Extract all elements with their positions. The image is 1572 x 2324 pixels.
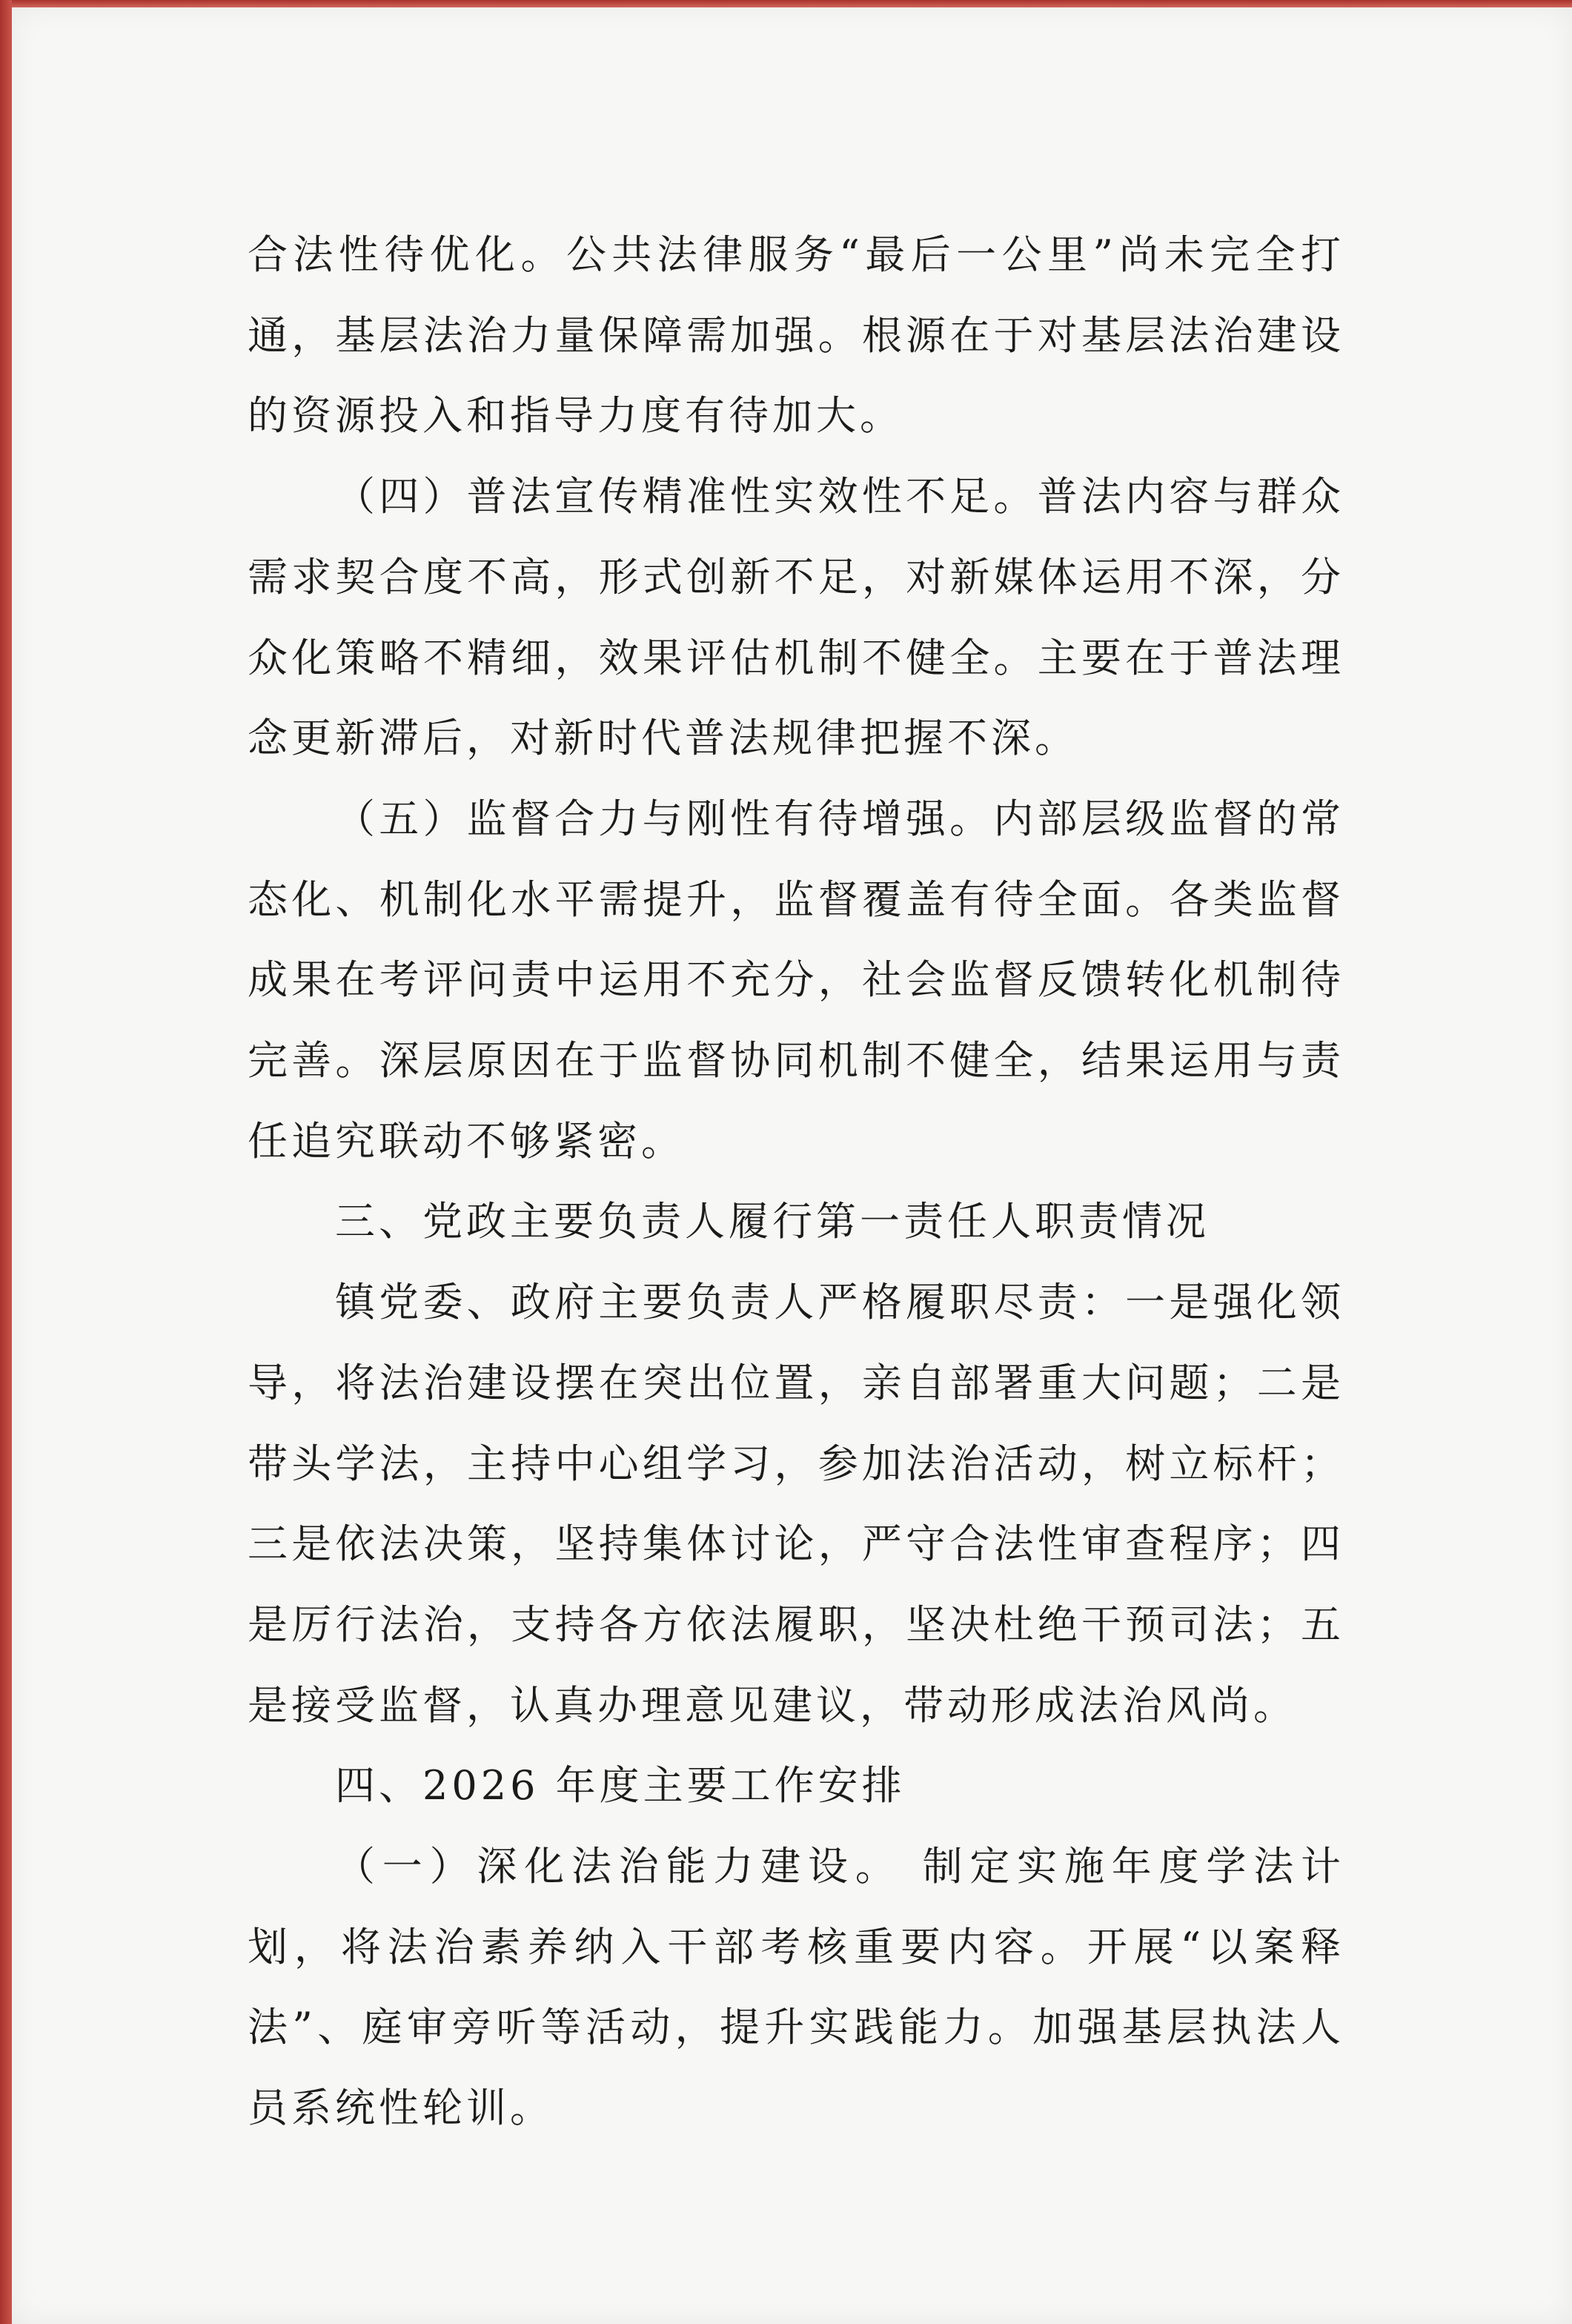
- page-edge-left: [0, 0, 12, 2324]
- paragraph-leader-duties: 镇党委、政府主要负责人严格履职尽责：一是强化领导，将法治建设摆在突出位置，亲自部署重大问题；二是带头学法，主持中心组学习，参加法治活动，树立标杆；三是依法决策，坚持集体讨论，严守合法性审查程序；四是厉行法治，支持各方依法履职，坚决杜绝干预司法；五是接受监督，认真办理意见建议，带动形成法治风尚。: [248, 1279, 1344, 1729]
- heading-section-three: 三、党政主要负责人履行第一责任人职责情况: [335, 1198, 1210, 1245]
- paragraph-section-5: （五）监督合力与刚性有待增强。内部层级监督的常态化、机制化水平需提升，监督覆盖有待全面。各类监督成果在考评问责中运用不充分，社会监督反馈转化机制待完善。深层原因在于监督协同机制不健全，结果运用与责任追究联动不够紧密。: [248, 795, 1344, 1165]
- paragraph-continuation: 合法性待优化。公共法律服务“最后一公里”尚未完全打通，基层法治力量保障需加强。根源在于对基层法治建设的资源投入和指导力度有待加大。: [248, 231, 1344, 440]
- paragraph-plan-item-1: （一）深化法治能力建设。 制定实施年度学法计划，将法治素养纳入干部考核重要内容。开展“以案释法”、庭审旁听等活动，提升实践能力。加强基层执法人员系统性轮训。: [248, 1843, 1344, 2132]
- document-body: [248, 215, 1344, 2149]
- heading-section-four: 四、2026 年度主要工作安排: [335, 1762, 906, 1810]
- paragraph-section-4: （四）普法宣传精准性实效性不足。普法内容与群众需求契合度不高，形式创新不足，对新媒体运用不深，分众化策略不精细，效果评估机制不健全。主要在于普法理念更新滞后，对新时代普法规律把握不深。: [248, 473, 1344, 762]
- page-edge-top: [0, 0, 1572, 7]
